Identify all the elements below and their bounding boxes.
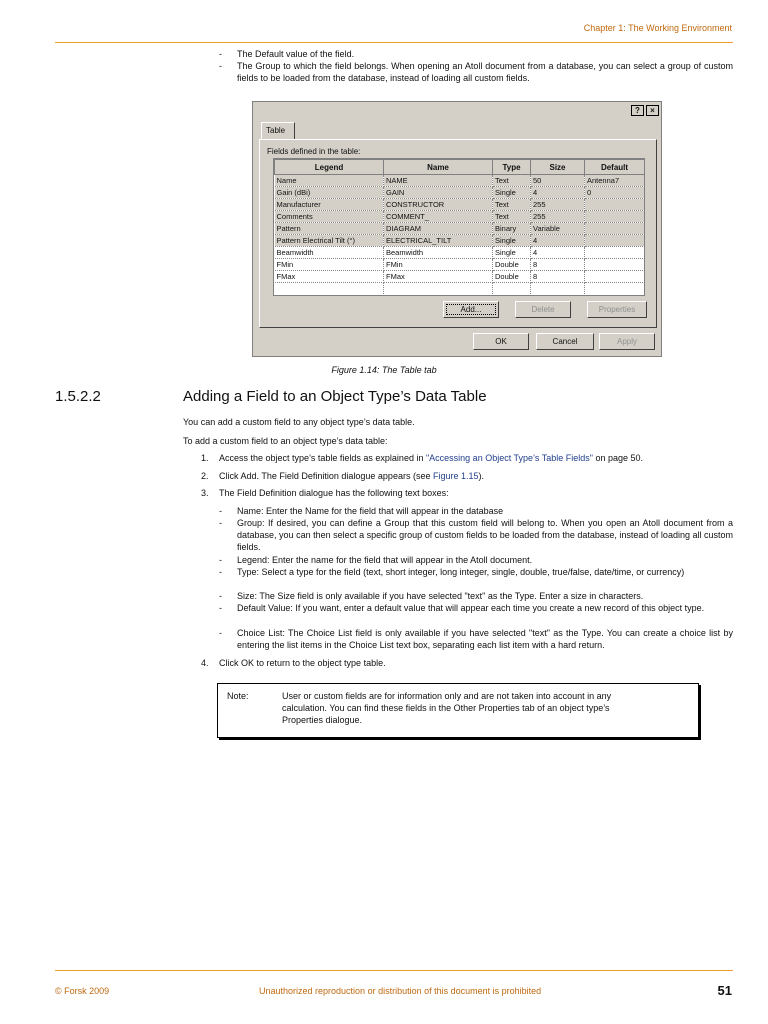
table-row[interactable]: [275, 211, 645, 223]
table-cell[interactable]: Text: [493, 175, 531, 187]
note-box: [217, 683, 699, 738]
table-cell[interactable]: 4: [531, 187, 585, 199]
table-cell[interactable]: [585, 271, 645, 283]
table-cell[interactable]: Name: [275, 175, 384, 187]
table-row[interactable]: [275, 199, 645, 211]
properties-button[interactable]: Properties: [587, 301, 647, 318]
table-cell[interactable]: Pattern: [275, 223, 384, 235]
table-cell[interactable]: FMin: [384, 259, 493, 271]
table-row[interactable]: [275, 235, 645, 247]
table-cell[interactable]: CONSTRUCTOR: [384, 199, 493, 211]
footer-copyright: © Forsk 2009: [55, 986, 110, 996]
column-header[interactable]: Size: [531, 160, 585, 175]
table-cell[interactable]: Text: [493, 211, 531, 223]
header-rule: [55, 42, 733, 43]
table-cell[interactable]: 8: [531, 271, 585, 283]
table-cell[interactable]: Pattern Electrical Tilt (°): [275, 235, 384, 247]
table-cell[interactable]: 255: [531, 199, 585, 211]
table-cell[interactable]: Variable: [531, 223, 585, 235]
column-header[interactable]: Type: [493, 160, 531, 175]
table-cell[interactable]: Beamwidth: [275, 247, 384, 259]
help-button[interactable]: ?: [631, 105, 644, 116]
table-cell[interactable]: Double: [493, 271, 531, 283]
chapter-header: Chapter 1: The Working Environment: [583, 23, 732, 33]
table-cell[interactable]: Text: [493, 199, 531, 211]
table-row[interactable]: [275, 187, 645, 199]
table-cell[interactable]: Beamwidth: [384, 247, 493, 259]
note-label: Note:: [227, 691, 249, 701]
column-header[interactable]: Name: [384, 160, 493, 175]
fields-group-label: Fields defined in the table:: [267, 147, 361, 156]
add-button[interactable]: Add...: [443, 301, 499, 318]
table-cell[interactable]: Single: [493, 187, 531, 199]
fields-grid[interactable]: [273, 158, 645, 296]
table-row[interactable]: [275, 247, 645, 259]
table-cell[interactable]: Antenna7: [585, 175, 645, 187]
close-button[interactable]: ×: [646, 105, 659, 116]
tab-table[interactable]: Table: [261, 122, 295, 139]
table-cell[interactable]: Gain (dBi): [275, 187, 384, 199]
table-cell[interactable]: 50: [531, 175, 585, 187]
table-cell[interactable]: 4: [531, 247, 585, 259]
section-number: 1.5.2.2: [55, 388, 101, 405]
page-number: 51: [717, 983, 732, 998]
table-cell[interactable]: Double: [493, 259, 531, 271]
bullet-text: The Default value of the field.: [237, 49, 355, 59]
table-cell[interactable]: 255: [531, 211, 585, 223]
table-row[interactable]: [275, 223, 645, 235]
link-table-fields[interactable]: "Accessing an Object Type’s Table Fields": [425, 453, 593, 463]
table-cell[interactable]: [585, 259, 645, 271]
section-title: Adding a Field to an Object Type’s Data Table: [183, 388, 487, 405]
intro-paragraph: To add a custom field to an object type’s data table:: [183, 436, 388, 446]
bullet-text: The Group to which the field belongs. When opening an Atoll document from a database, you can select a group of custom fields to be loaded from the database, instead of loading all custom fields.: [237, 61, 733, 83]
figure-caption: Figure 1.14: The Table tab: [331, 365, 437, 375]
delete-button[interactable]: Delete: [515, 301, 571, 318]
table-cell[interactable]: Comments: [275, 211, 384, 223]
note-text: User or custom fields are for information only and are not taken into account in any calculation. You can find these fields in the Other Properties tab of an object type’s Properties dialogue.: [282, 691, 612, 725]
column-header[interactable]: Legend: [275, 160, 384, 175]
intro-paragraph: You can add a custom field to any object type’s data table.: [183, 417, 415, 427]
footer-notice: Unauthorized reproduction or distribution of this document is prohibited: [259, 986, 542, 996]
table-cell[interactable]: [585, 211, 645, 223]
table-cell[interactable]: NAME: [384, 175, 493, 187]
table-cell[interactable]: 8: [531, 259, 585, 271]
table-dialog: [252, 101, 662, 357]
link-figure[interactable]: Figure 1.15: [432, 471, 479, 481]
table-cell[interactable]: [585, 223, 645, 235]
table-cell[interactable]: 0: [585, 187, 645, 199]
apply-button[interactable]: Apply: [599, 333, 655, 350]
table-cell[interactable]: ELECTRICAL_TILT: [384, 235, 493, 247]
table-cell[interactable]: GAIN: [384, 187, 493, 199]
table-cell[interactable]: Single: [493, 247, 531, 259]
table-cell[interactable]: Single: [493, 235, 531, 247]
table-row[interactable]: [275, 271, 645, 283]
table-cell[interactable]: [585, 235, 645, 247]
table-cell[interactable]: FMax: [384, 271, 493, 283]
table-cell[interactable]: COMMENT_: [384, 211, 493, 223]
table-cell[interactable]: Binary: [493, 223, 531, 235]
table-cell[interactable]: 4: [531, 235, 585, 247]
table-row[interactable]: [275, 259, 645, 271]
table-cell[interactable]: FMax: [275, 271, 384, 283]
table-cell[interactable]: FMin: [275, 259, 384, 271]
table-cell[interactable]: Manufacturer: [275, 199, 384, 211]
cancel-button[interactable]: Cancel: [536, 333, 594, 350]
footer-rule: [55, 970, 733, 971]
table-cell[interactable]: [585, 247, 645, 259]
table-row[interactable]: [275, 175, 645, 187]
table-cell[interactable]: DIAGRAM: [384, 223, 493, 235]
table-cell[interactable]: [585, 199, 645, 211]
column-header[interactable]: Default: [585, 160, 645, 175]
ok-button[interactable]: OK: [473, 333, 529, 350]
